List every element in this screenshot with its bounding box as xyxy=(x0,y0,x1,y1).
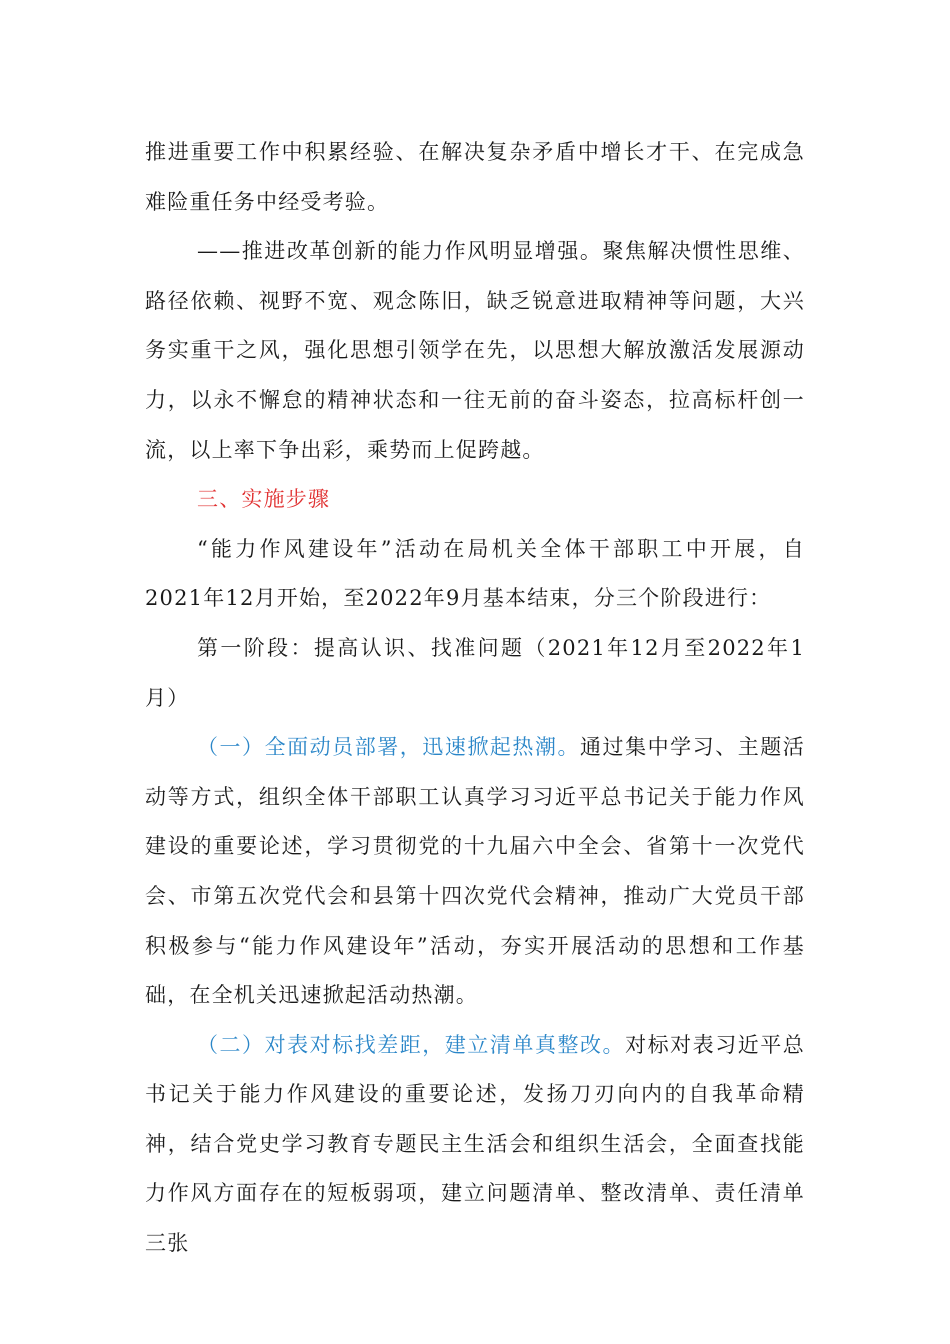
paragraph-continuation: 推进重要工作中积累经验、在解决复杂矛盾中增长才干、在完成急难险重任务中经受考验。 xyxy=(145,140,805,214)
document-body xyxy=(145,128,805,1269)
paragraph-phase-one: 第一阶段：提高认识、找准问题（2021年12月至2022年1月） xyxy=(145,635,805,710)
paragraph-activity-schedule: “能力作风建设年”活动在局机关全体干部职工中开展，自2021年12月开始，至2022年9月基本结束，分三个阶段进行： xyxy=(145,536,805,611)
paragraph-benchmarking-text: 对标对表习近平总书记关于能力作风建设的重要论述，发扬刀刃向内的自我革命精神，结合党史学习教育专题民主生活会和组织生活会，全面查找能力作风方面存在的短板弱项，建立问题清单、整改清单、责任清单三张 xyxy=(145,1032,805,1256)
paragraph-benchmarking xyxy=(145,1021,805,1269)
paragraph-reform-innovation: ——推进改革创新的能力作风明显增强。聚焦解决惯性思维、路径依赖、视野不宽、观念陈旧，缺乏锐意进取精神等问题，大兴务实重干之风，强化思想引领学在先，以思想大解放激活发展源动力，以永不懈怠的精神状态和一往无前的奋斗姿态，拉高标杆创一流，以上率下争出彩，乘势而上促跨越。 xyxy=(145,239,805,462)
section-heading-implementation-steps: 三、实施步骤 xyxy=(197,487,331,512)
paragraph-mobilization xyxy=(145,723,805,1021)
paragraph-mobilization-text: 通过集中学习、主题活动等方式，组织全体干部职工认真学习习近平总书记关于能力作风建设的重要论述，学习贯彻党的十九届六中全会、省第十一次党代会、市第五次党代会和县第十四次党代会精神，推动广大党员干部积极参与“能力作风建设年”活动，夯实开展活动的思想和工作基础，在全机关迅速掀起活动热潮。 xyxy=(145,735,806,1008)
subheading-benchmarking: （二）对表对标找差距，建立清单真整改。 xyxy=(197,1032,626,1057)
subheading-mobilization: （一）全面动员部署，迅速掀起热潮。 xyxy=(197,735,581,760)
